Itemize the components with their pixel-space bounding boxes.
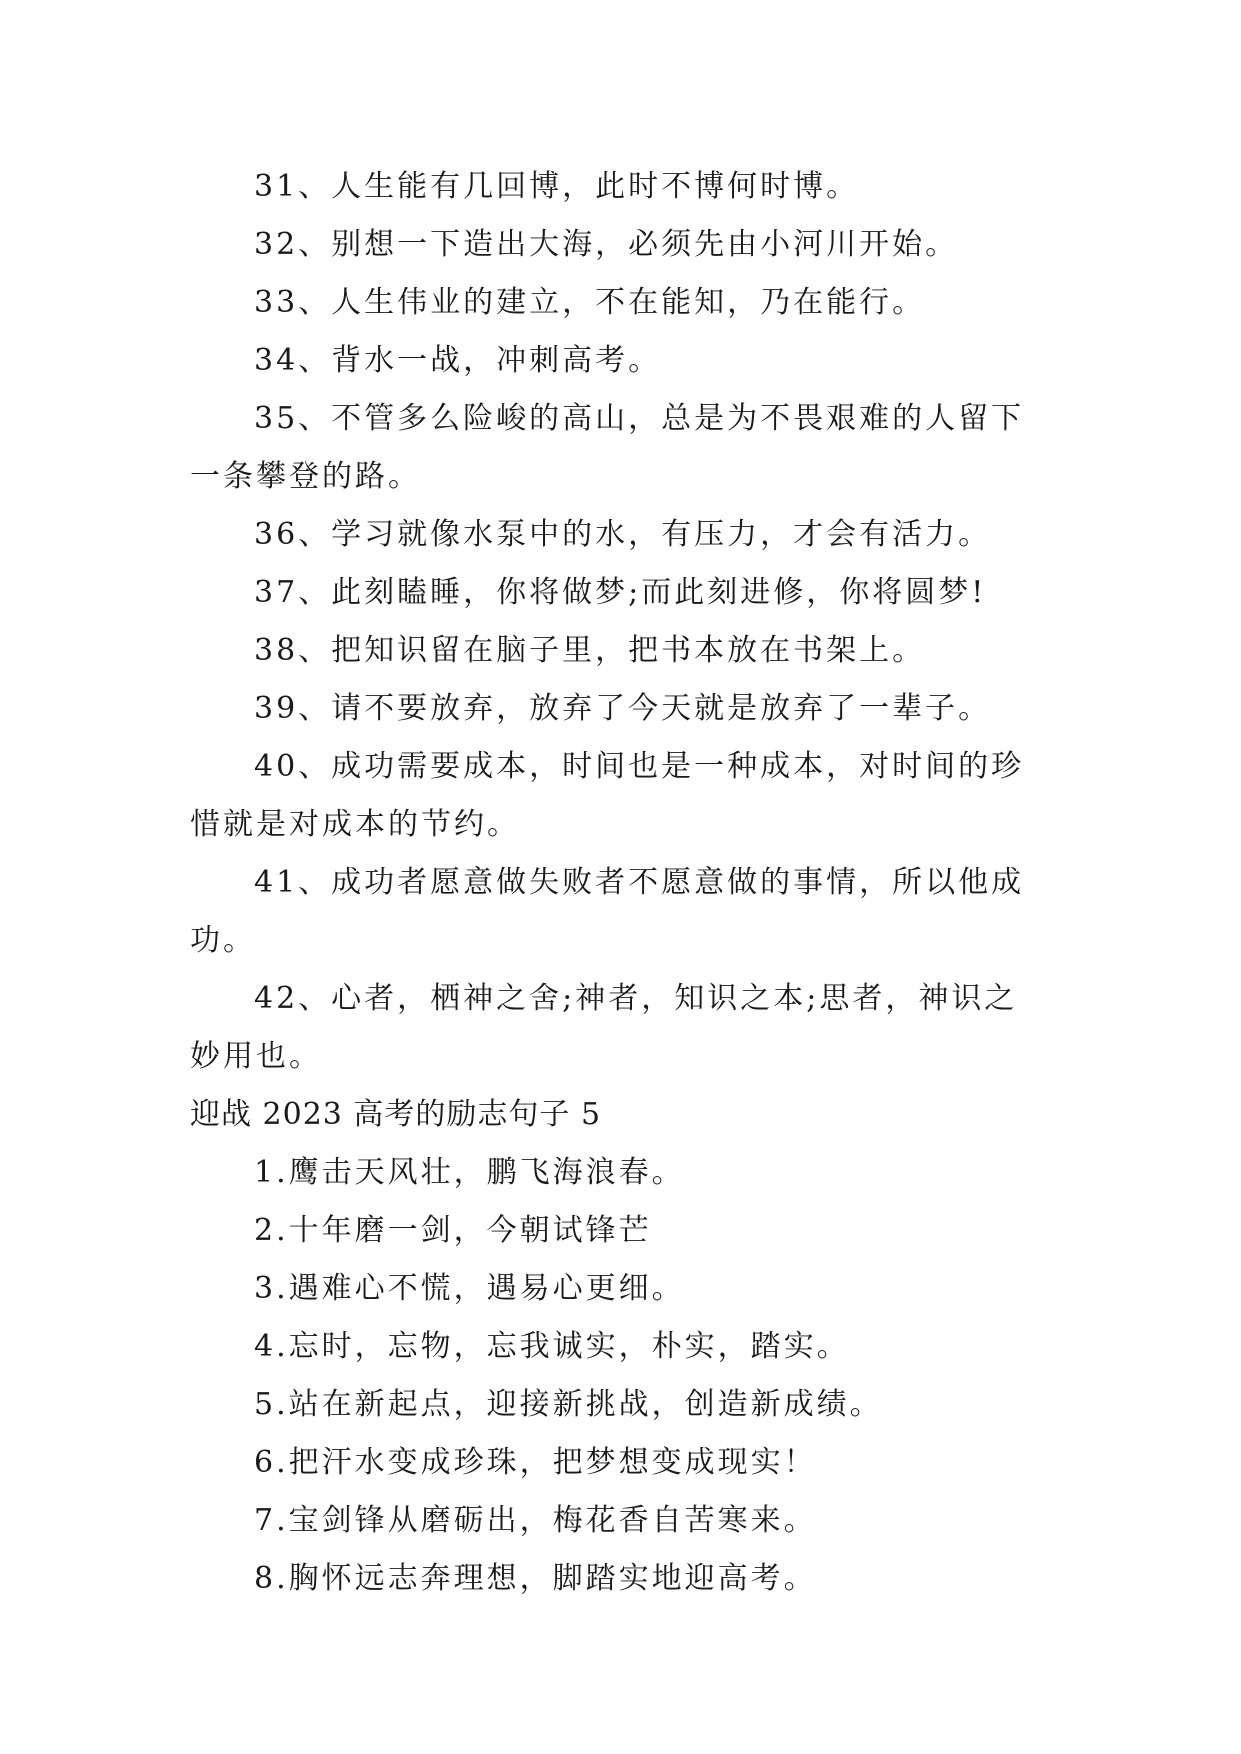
quote-38: 38、把知识留在脑子里，把书本放在书架上。 (254, 633, 926, 668)
quote-33: 33、人生伟业的建立，不在能知，乃在能行。 (254, 285, 926, 320)
quote-6: 6.把汗水变成珍珠，把梦想变成现实！ (254, 1445, 817, 1480)
quote-34: 34、背水一战，冲刺高考。 (254, 343, 662, 378)
quote-41: 41、成功者愿意做失败者不愿意做的事情，所以他成功。 (190, 865, 1025, 958)
quote-36: 36、学习就像水泵中的水，有压力，才会有活力。 (254, 517, 992, 552)
quote-40: 40、成功需要成本，时间也是一种成本，对时间的珍惜就是对成本的节约。 (190, 749, 1025, 842)
quote-7: 7.宝剑锋从磨砺出，梅花香自苦寒来。 (254, 1503, 817, 1538)
quote-3: 3.遇难心不慌，遇易心更细。 (254, 1271, 685, 1306)
quote-31: 31、人生能有几回博，此时不博何时博。 (254, 169, 860, 204)
quote-32: 32、别想一下造出大海，必须先由小河川开始。 (254, 227, 959, 262)
quote-2: 2.十年磨一剑，今朝试锋芒 (254, 1213, 652, 1248)
section-heading: 迎战 2023 高考的励志句子 5 (190, 1097, 602, 1132)
quote-5: 5.站在新起点，迎接新挑战，创造新成绩。 (254, 1387, 883, 1422)
quote-4: 4.忘时，忘物，忘我诚实，朴实，踏实。 (254, 1329, 850, 1364)
quote-42: 42、心者，栖神之舍;神者，知识之本;思者，神识之妙用也。 (190, 981, 1018, 1074)
quote-1: 1.鹰击天风壮，鹏飞海浪春。 (254, 1155, 685, 1190)
document-body (190, 158, 1050, 1608)
quote-39: 39、请不要放弃，放弃了今天就是放弃了一辈子。 (254, 691, 992, 726)
quote-37: 37、此刻瞌睡，你将做梦;而此刻进修，你将圆梦! (254, 575, 987, 610)
quote-8: 8.胸怀远志奔理想，脚踏实地迎高考。 (254, 1561, 817, 1596)
quote-35: 35、不管多么险峻的高山，总是为不畏艰难的人留下一条攀登的路。 (190, 401, 1025, 494)
